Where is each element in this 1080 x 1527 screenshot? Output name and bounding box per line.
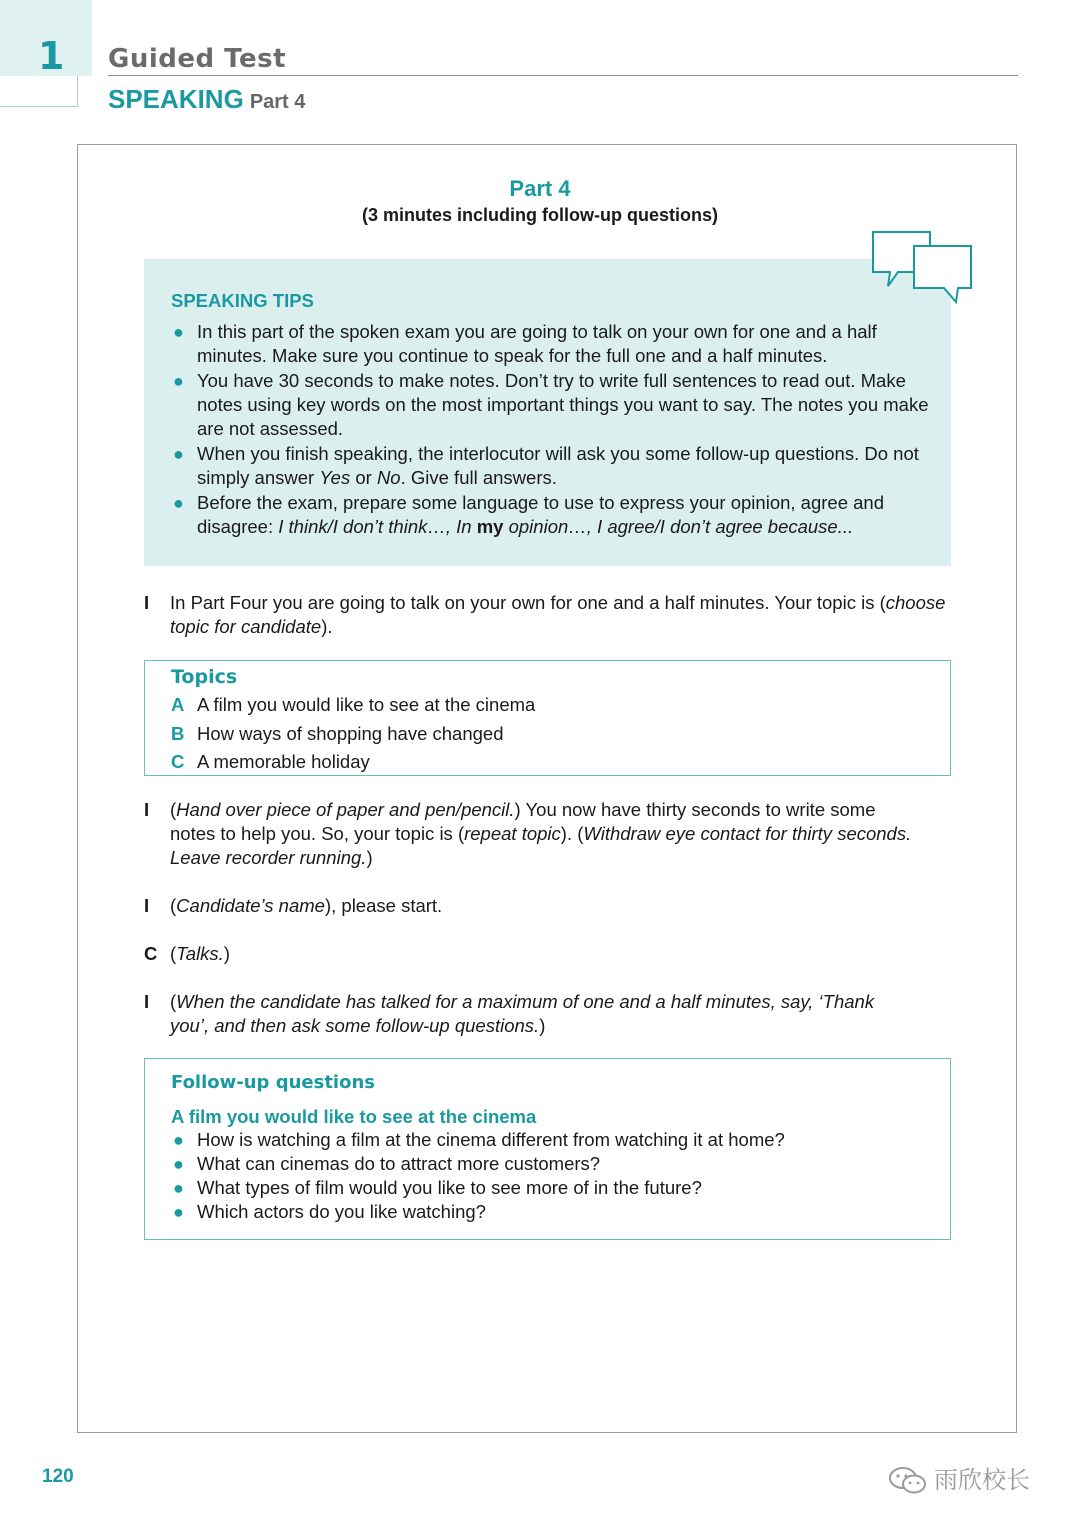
topic-item (171, 693, 535, 717)
topic-letter: C (171, 751, 185, 772)
line-text-part: In Part Four you are going to talk on your own for one and a half minutes. Your topic is ( (170, 592, 886, 613)
topic-letter: A (171, 694, 185, 715)
line-text (170, 798, 914, 870)
topic-text: A memorable holiday (197, 751, 370, 772)
script-line-2 (144, 798, 914, 870)
paren: ( (170, 799, 177, 820)
line-italic: Talks. (176, 943, 224, 964)
follow-up-question (171, 1128, 941, 1152)
follow-up-list (171, 1128, 941, 1224)
line-text-end: ). (321, 616, 333, 637)
line-text (170, 990, 884, 1038)
script-line-4 (144, 942, 954, 966)
follow-up-heading: Follow-up questions (171, 1072, 375, 1093)
line-italic: Hand over piece of paper and pen/pencil. (176, 799, 515, 820)
tip-yes: Yes (319, 467, 351, 488)
tip-or: or (350, 467, 377, 488)
script-line-1 (144, 591, 954, 639)
bullet-icon: ● (173, 493, 184, 513)
line-text (170, 591, 954, 639)
section-name: SPEAKING (108, 84, 244, 114)
section-part: Part 4 (249, 91, 306, 113)
line-italic: When the candidate has talked for a maximum of one and a half minutes, say, ‘Thank you’, and then ask some follow-up questions. (170, 991, 875, 1036)
tip-item (171, 320, 941, 368)
topics-heading: Topics (171, 666, 238, 688)
paren: ) (366, 847, 373, 868)
speaking-tips-heading: SPEAKING TIPS (171, 290, 314, 311)
follow-up-question (171, 1152, 941, 1176)
bullet-icon: ● (173, 1130, 184, 1150)
line-italic: Candidate’s name (176, 895, 325, 916)
speaker-label: C (144, 943, 158, 964)
line-italic: Withdraw eye contact for thirty seconds. Leave recorder running. (170, 823, 912, 868)
speaker-label: I (144, 895, 150, 916)
unit-number: 1 (38, 34, 65, 78)
question-text: Which actors do you like watching? (197, 1201, 486, 1222)
paren: ( (170, 991, 177, 1012)
topic-item (171, 722, 503, 746)
paren: ) (539, 1015, 546, 1036)
script-line-5 (144, 990, 884, 1038)
header-divider (108, 75, 1018, 76)
speaker-label: I (144, 799, 150, 820)
question-text: What can cinemas do to attract more customers? (197, 1153, 601, 1174)
tip-text-end: . Give full answers. (400, 467, 557, 488)
tip-item (171, 369, 941, 441)
page-number: 120 (42, 1466, 74, 1487)
tip-phrases: I think/I don’t think…, In (278, 516, 477, 537)
line-text (170, 942, 954, 966)
tip-text: You have 30 seconds to make notes. Don’t try to write full sentences to read out. Make notes using key words on the most important things you want to say. The notes you make are not assessed. (197, 370, 929, 439)
bullet-icon: ● (173, 1154, 184, 1174)
bullet-icon: ● (173, 371, 184, 391)
tip-item (171, 491, 941, 539)
part-subtitle: (3 minutes including follow-up questions) (362, 205, 718, 225)
bullet-icon: ● (173, 1202, 184, 1222)
tip-text: When you finish speaking, the interlocutor will ask you some follow-up questions. Do not simply answer (197, 443, 919, 488)
section-title (108, 84, 305, 115)
speaking-tips-list (171, 320, 941, 540)
speaker-label: I (144, 592, 150, 613)
guided-test-title: Guided Test (108, 44, 286, 74)
line-text-part: ), please start. (324, 895, 443, 916)
tip-text: Before the exam, prepare some language to use to express your opinion, agree and disagree: (197, 492, 884, 537)
tip-item (171, 442, 941, 490)
tip-phrases-end: opinion…, I agree/I don’t agree because... (503, 516, 854, 537)
paren: ( (170, 895, 177, 916)
topic-text: A film you would like to see at the cinema (197, 694, 536, 715)
part-title: Part 4 (509, 176, 571, 201)
line-italic: repeat topic (464, 823, 561, 844)
line-text (170, 894, 954, 918)
tip-text: In this part of the spoken exam you are going to talk on your own for one and a half minutes. Make sure you continue to speak for the full one and a half minutes. (197, 321, 877, 366)
line-text-part: ). ( (560, 823, 584, 844)
script-line-3 (144, 894, 954, 918)
speech-bubbles-icon (868, 228, 976, 309)
speaker-label: I (144, 991, 150, 1012)
bullet-icon: ● (173, 1178, 184, 1198)
tip-my: my (476, 516, 504, 537)
paren: ( (170, 943, 177, 964)
bullet-icon: ● (173, 444, 184, 464)
paren: ) (223, 943, 230, 964)
tip-no: No (376, 467, 401, 488)
line-italic: choose topic for candidate (170, 592, 946, 637)
follow-up-question (171, 1200, 941, 1224)
bullet-icon: ● (173, 322, 184, 342)
unit-tab-outline (0, 76, 78, 107)
watermark-text: 雨欣校长 (934, 1466, 1030, 1494)
follow-up-question (171, 1176, 941, 1200)
topic-letter: B (171, 723, 185, 744)
wechat-icon (888, 1466, 928, 1496)
question-text: How is watching a film at the cinema different from watching it at home? (197, 1129, 785, 1150)
topic-text: How ways of shopping have changed (197, 723, 504, 744)
topic-item (171, 750, 370, 774)
follow-up-subheading: A film you would like to see at the cinema (171, 1106, 537, 1127)
line-text-part: ) You now have thirty seconds to write some notes to help you. So, your topic is ( (170, 799, 876, 844)
watermark (888, 1460, 1030, 1496)
question-text: What types of film would you like to see more of in the future? (197, 1177, 702, 1198)
